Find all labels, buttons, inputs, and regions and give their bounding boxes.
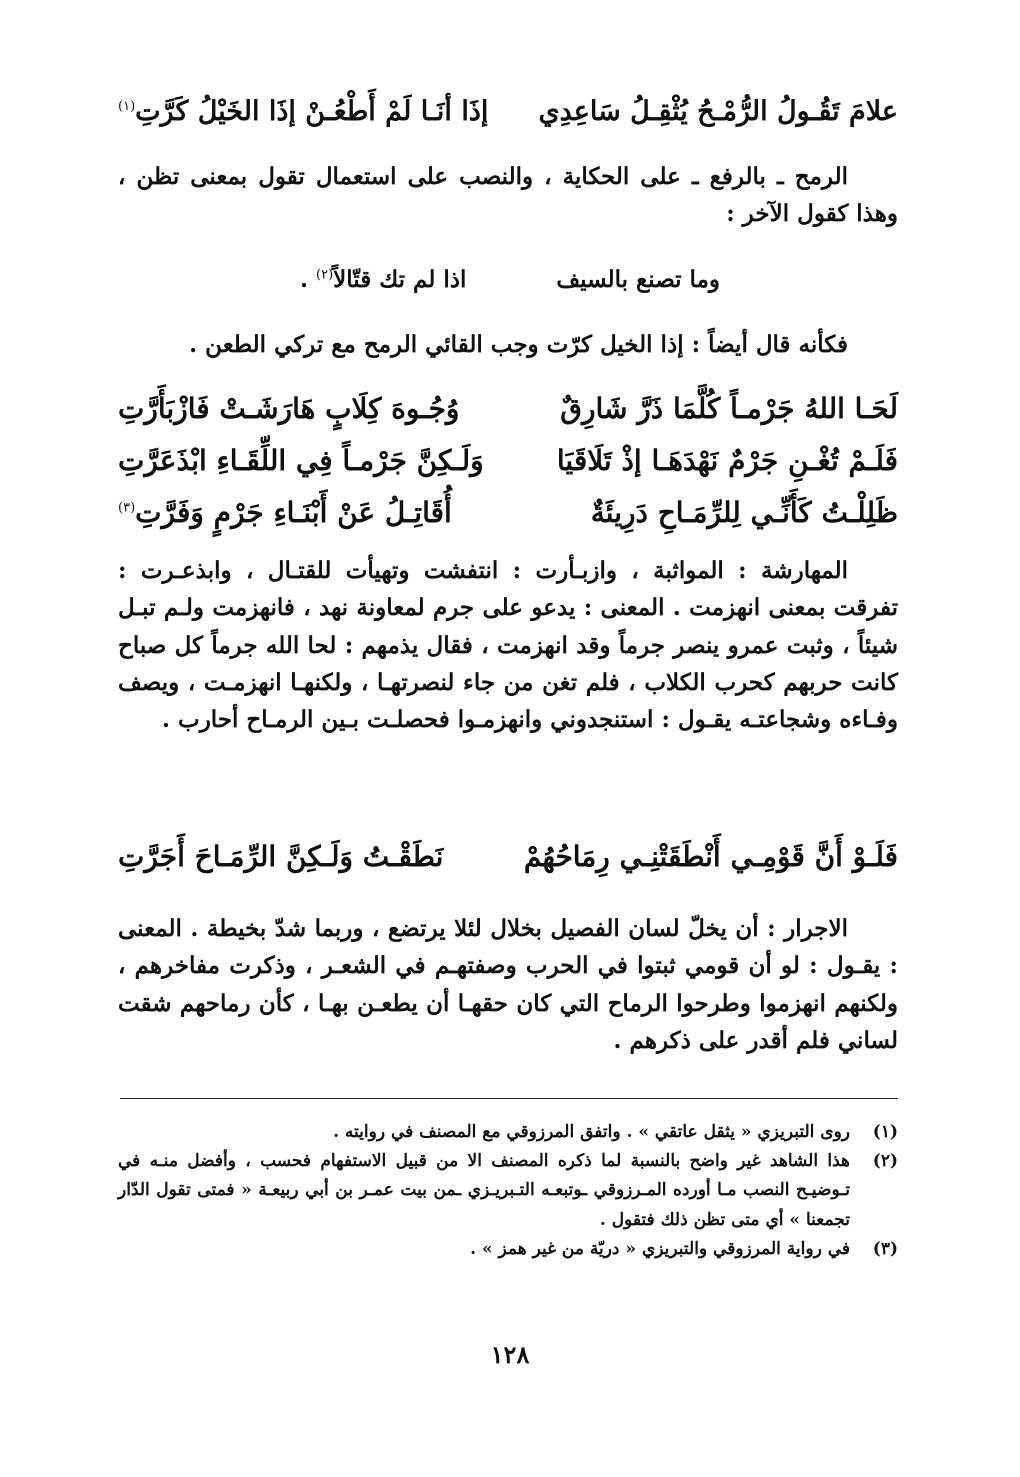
footnote-marker: (٢) <box>316 267 334 283</box>
commentary-paragraph <box>118 910 898 1059</box>
commentary-text: فكأنه قال أيضاً : إذا الخيل كرّت وجب القائي الرمح مع تركي الطعن . <box>189 331 848 358</box>
verse-hemistich-first: علامَ تَقُـولُ الرُّمْـحُ يُثْقِـلُ سَاعِدِي <box>538 96 898 127</box>
poem-hemistich-first: فَلَـمْ تُغْـنِ جَرْمٌ نَهْدَهَـا إذْ تَلَاقَيَا <box>556 444 898 477</box>
commentary-paragraph <box>118 552 898 738</box>
verse-hemistich-second: إذَا أنَـا لَمْ أَطْعُـنْ إذَا الخَيْلُ كَرَّتِ$^{(١)}$ <box>118 96 489 127</box>
footnote-text: في رواية المرزوقي والتبريزي « دريّة من غير همز » . <box>470 1238 850 1259</box>
poem-line <box>118 392 898 436</box>
quoted-hemistich-second: اذا لم تك قتّالاً$^{(٢)}$ . <box>300 266 467 293</box>
footnote-item <box>118 1118 898 1147</box>
quoted-verse <box>300 266 720 306</box>
verse-line <box>118 96 898 140</box>
poem-hemistich-second: وَلَـكِنَّ جَرْمـاً فِي اللِّقَـاءِ ابْذَعَرَّتِ <box>118 444 484 477</box>
footnote-marker: (٣) <box>118 500 136 516</box>
verse-hemistich-second: نَطَقْـتُ وَلَـكِنَّ الرِّمَـاحَ أَجَرَّتِ <box>118 840 444 873</box>
poem-hemistich-first: ظَلِلْـتُ كَأَنِّـي لِلرِّمَـاحِ دَرِيئَةٌ <box>590 496 898 529</box>
commentary-text: المهارشة : المواثبة ، وازبـأرت : انتفشت وتهيأت للقتـال ، وابذعـرت : تفرقت بمعنى انهزمت . المعنى : يدعو على جرم لمعاونة نهد ، فانهزمت ولـم تبـل شيئاً ، وثبت عمرو ينصر جرماً وقد انهزمت ، فقال يذمهم : لحا الله جرماً كل صباح كانت حربهم كحرب الكلاب ، فلم تغن من جاء لنصرتهـا ، ولكنهـا انهزمـت ، ويصف وفـاءه وشجاعتـه يقـول : استنجدوني وانهزمـوا فحصلـت بـين الرمـاح أحارب . <box>118 557 898 733</box>
poem-hemistich-second: أُقَاتِـلُ عَنْ أَبْنَـاءِ جَرْمٍ وَفَرَّتِ$^{(٣)}$ <box>118 496 452 529</box>
commentary-text: الاجرار : أن يخلّ لسان الفصيل بخلال لئلا يرتضع ، وربما شدّ بخيطة . المعنى : يقـول : لو أن قومي ثبتوا في الحرب وصفتهـم في الشعـر ، وذكرت مفاخرهم ، ولكنهم انهزموا وطرحوا الرماح التي كان حقهـا أن يطعـن بهـا ، كأن رماحهم شقت لساني فلم أقدر على ذكرهم . <box>118 915 899 1054</box>
commentary-paragraph <box>118 326 898 363</box>
footnote-number: (٣) <box>872 1238 898 1259</box>
poem-line <box>118 496 898 540</box>
poem-line <box>118 444 898 488</box>
footnote-divider <box>120 1098 898 1099</box>
verse-hemistich-first: فَلَـوْ أَنَّ قَوْمِـي أَنْطَقَتْنِـي رِمَاحُهُمْ <box>523 840 898 873</box>
footnote-marker: (١) <box>118 99 136 114</box>
commentary-paragraph <box>118 158 898 233</box>
footnote-item <box>118 1235 898 1264</box>
page-number: ١٢٨ <box>490 1340 530 1369</box>
footnote-text: روى التبريزي « يثقل عاتقي » . واتفق المرزوقي مع المصنف في روايته . <box>333 1122 850 1142</box>
footnote-number: (١) <box>872 1122 898 1142</box>
poem-hemistich-second: وُجُـوهَ كِلَابٍ هَارَشَـتْ فَازْبَأَرَّتِ <box>118 392 460 425</box>
footnote-text: هذا الشاهد غير واضح بالنسبة لما ذكره المصنف الا من قبيل الاستفهام فحسب ، وأفضل منـه في تـوضيـح النصب مـا أورده المـرزوقي ـوتبعـه التـبريـزي ـمن بيت عمـر بن أبي ربيعـة « فمتى تقول الدّار تجمعنا » أي متى تظن ذلك فتقول . <box>118 1151 850 1230</box>
commentary-text: الرمح ـ بالرفع ـ على الحكاية ، والنصب على استعمال تقول بمعنى تظن ، وهذا كقول الآخر : <box>118 163 898 228</box>
verse-line <box>118 840 898 884</box>
footnotes <box>118 1118 898 1264</box>
quoted-hemistich-first: وما تصنع بالسيف <box>556 266 720 293</box>
footnote-number: (٢) <box>872 1151 898 1172</box>
footnote-item <box>118 1147 898 1235</box>
poem-hemistich-first: لَحَـا اللهُ جَرْمـاً كُلَّمَا ذَرَّ شَارِقٌ <box>560 392 898 425</box>
